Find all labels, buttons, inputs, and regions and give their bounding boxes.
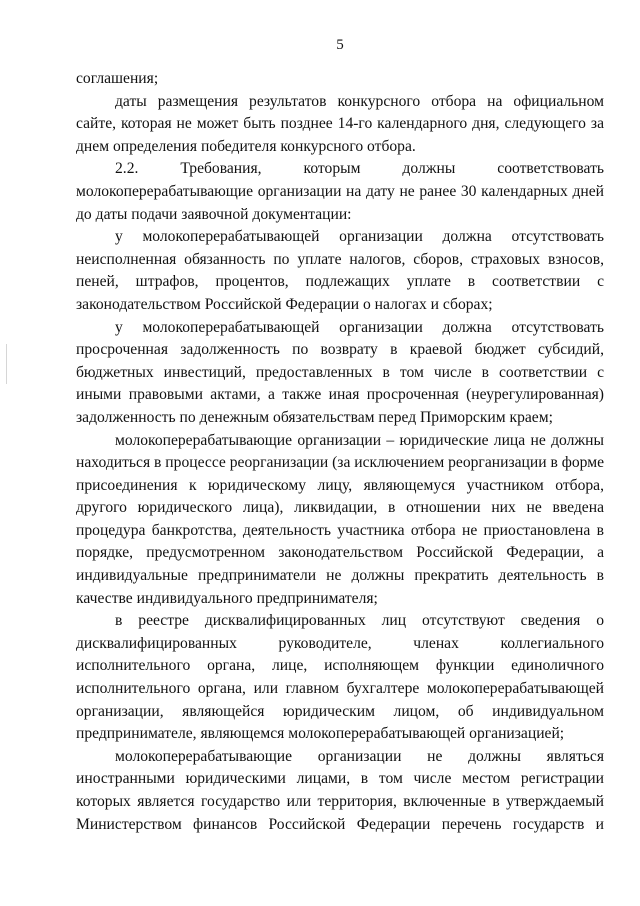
scan-margin-mark (6, 344, 7, 384)
paragraph-overdue-debt: у молокоперерабатывающей организации должна отсутствовать просроченная задолженность по возврату в краевой бюджет субсидий, бюджетных инвестиций, предоставленных в том числе в соответствии с иными правовыми актами, а также иная просроченная (неурегулированная) задолженность по денежным обязательствам перед Приморским краем; (76, 318, 604, 426)
paragraph-foreign-entities: молокоперерабатывающие организации не должны являться иностранными юридическими лицами, в том числе местом регистрации которых является государство или территория, включенные в утверждаемый Министерством финансов Российской Федерации перечень государств и (76, 747, 604, 833)
paragraph-agreement-end: соглашения; (76, 70, 159, 87)
document-body (76, 68, 604, 836)
paragraph-section-2-2: 2.2. Требования, которым должны соответствовать молокоперерабатывающие организации на дату не ранее 30 календарных дней до даты подачи заявочной документации: (76, 160, 604, 223)
page-number: 5 (336, 37, 344, 53)
paragraph-reorganization: молокоперерабатывающие организации – юридические лица не должны находиться в процессе реорганизации (за исключением реорганизации в форме присоединения к юридическому лицу, являющемуся участником отбора, другого юридического лица), ликвидации, в отношении них не введена процедура банкротства, деятельность участника отбора не приостановлена в порядке, предусмотренном законодательством Российской Федерации, а индивидуальные предприниматели не должны прекратить деятельность в качестве индивидуального предпринимателя; (76, 431, 604, 607)
paragraph-disqualified-persons: в реестре дисквалифицированных лиц отсутствуют сведения о дисквалифицированных руководителе, членах коллегиального исполнительного органа, лице, исполняющем функции единоличного исполнительного органа, или главном бухгалтере молокоперерабатывающей организации, являющейся юридическим лицом, об индивидуальном предпринимателе, являющемся молокоперерабатывающей организацией; (76, 612, 604, 743)
paragraph-tax-obligations: у молокоперерабатывающей организации должна отсутствовать неисполненная обязанность по уплате налогов, сборов, страховых взносов, пеней, штрафов, процентов, подлежащих уплате в соответствии с законодательством Российской Федерации о налогах и сборах; (76, 228, 604, 313)
paragraph-publication-date: даты размещения результатов конкурсного отбора на официальном сайте, которая не может быть позднее 14-го календарного дня, следующего за днем определения победителя конкурсного отбора. (76, 92, 604, 155)
